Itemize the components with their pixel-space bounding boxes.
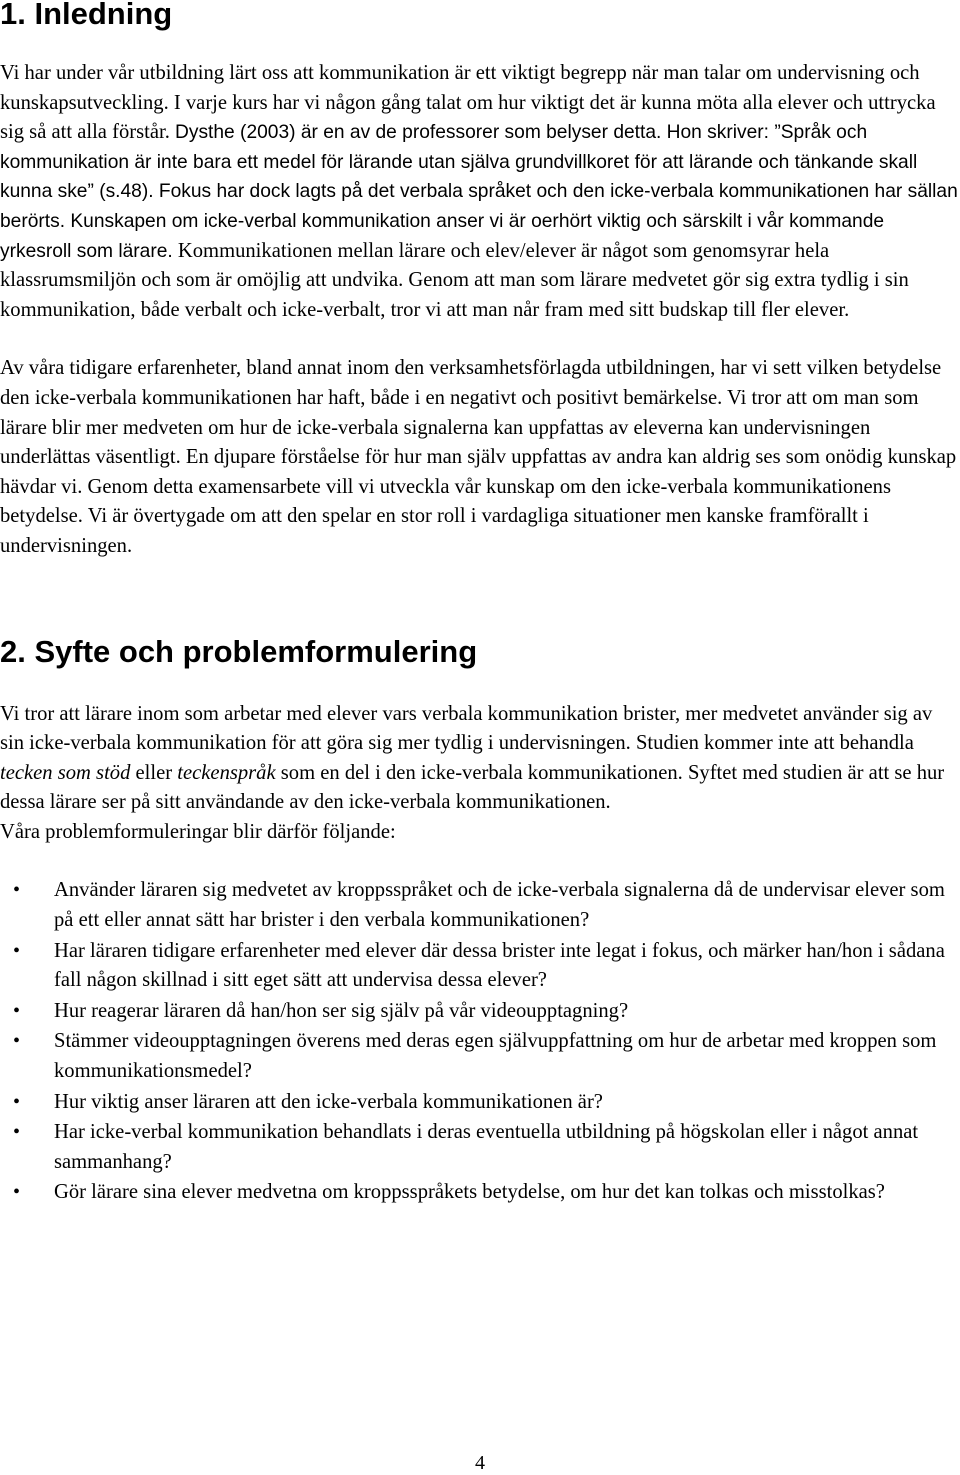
bullet-icon: • [13, 939, 21, 962]
list-item [0, 1178, 958, 1208]
list-item [0, 1088, 958, 1118]
bullet-icon: • [13, 1181, 21, 1204]
syfte-emphasis-teckensprak: teckenspråk [177, 761, 276, 784]
question-text: Gör lärare sina elever medvetna om kroppsspråkets betydelse, om hur det kan tolkas och misstolkas? [54, 1181, 885, 1204]
intro-paragraph-1-part-3: Kommunikationen mellan lärare och elev/elever är något som genomsyrar hela klassrumsmiljön och som är omöjlig att undvika. Genom att man som lärare medvetet gör sig extra tydlig i sin kommunikation, både verbalt och icke-verbalt, tror vi att man når fram med sitt budskap till fler elever. [0, 239, 909, 321]
list-item [0, 997, 958, 1027]
question-text: Hur viktig anser läraren att den icke-verbala kommunikationen är? [54, 1090, 603, 1113]
bullet-icon: • [13, 1090, 21, 1113]
bullet-icon: • [13, 879, 21, 902]
question-text: Hur reagerar läraren då han/hon ser sig själv på vår videoupptagning? [54, 999, 629, 1022]
problem-question-list [0, 876, 958, 1208]
syfte-emphasis-tecken-som-stod: tecken som stöd [0, 761, 131, 784]
bullet-icon: • [13, 1121, 21, 1144]
list-item [0, 1118, 958, 1177]
intro-paragraph-1-part-1: Vi har under vår utbildning lärt oss att kommunikation är ett viktigt begrepp när man talar om undervisning och kunskapsutveckling. I varje kurs har vi någon gång talat om hur viktigt det är kunna möta alla elever och uttrycka sig så att alla förstår. [0, 62, 936, 144]
list-item [0, 876, 958, 935]
problem-intro-line: Våra problemformuleringar blir därför följande: [0, 820, 396, 843]
syfte-paragraph [0, 700, 958, 818]
syfte-paragraph-part-c: som en del i den icke-verbala kommunikationen. Syftet med studien är att se hur dessa lärare ser på sitt användande av den icke-verbala kommunikationen. [0, 761, 945, 814]
intro-paragraph-1-quote-part: Dysthe (2003) är en av de professorer som belyser detta. Hon skriver: ”Språk och kommunikation är inte bara ett medel för lärande utan själva grundvillkoret för att lärande och tänkande skall kunna ske” (s.48). Fokus har dock lagts på det verbala språket och den icke-verbala kommunikationen har sällan berörts. Kunskapen om icke-verbal kommunikation anser vi är oerhört viktig och särskilt i vår kommande yrkesroll som lärare. [0, 122, 958, 262]
intro-paragraph-1 [0, 59, 958, 325]
question-text: Har läraren tidigare erfarenheter med elever där dessa brister inte legat i fokus, och märker han/hon i sådana fall någon skillnad i sitt eget sätt att undervisa dessa elever? [54, 939, 945, 992]
question-text: Har icke-verbal kommunikation behandlats i deras eventuella utbildning på högskolan eller i något annat sammanhang? [54, 1121, 919, 1173]
list-item [0, 1027, 958, 1086]
question-text: Använder läraren sig medvetet av kroppsspråket och de icke-verbala signalerna då de undervisar elever som på ett eller annat sätt har brister i den verbala kommunikationen? [54, 879, 945, 932]
section-heading-syfte: 2. Syfte och problemformulering [0, 633, 478, 669]
bullet-icon: • [13, 1030, 21, 1053]
page-number: 4 [475, 1452, 485, 1474]
syfte-paragraph-part-a: Vi tror att lärare inom som arbetar med elever vars verbala kommunikation brister, mer medvetet använder sig av sin icke-verbala kommunikation för att göra sig mer tydlig i undervisningen. Studien kommer inte att behandla [0, 702, 933, 755]
list-item [0, 937, 958, 996]
section-heading-inledning: 1. Inledning [0, 0, 173, 31]
bullet-icon: • [13, 999, 21, 1022]
question-text: Stämmer videoupptagningen överens med deras egen självuppfattning om hur de arbetar med kroppen som kommunikationsmedel? [54, 1030, 937, 1083]
syfte-paragraph-part-b: eller [130, 761, 178, 784]
intro-paragraph-2: Av våra tidigare erfarenheter, bland annat inom den verksamhetsförlagda utbildningen, har vi sett vilken betydelse den icke-verbala kommunikationen har haft, både i en negativt och positivt bemärkelse. Vi tror att om man som lärare blir mer medveten om hur de icke-verbala signalerna kan uppfattas av eleverna kan undervisningen underlättas väsentligt. En djupare förståelse för hur man själv uppfattas av andra kan aldrig ses som onödig kunskap hävdar vi. Genom detta examensarbete vill vi utveckla vår kunskap om den icke-verbala kommunikationens betydelse. Vi är övertygade om att den spelar en stor roll i vardagliga situationer men kanske framförallt i undervisningen. [0, 357, 957, 557]
